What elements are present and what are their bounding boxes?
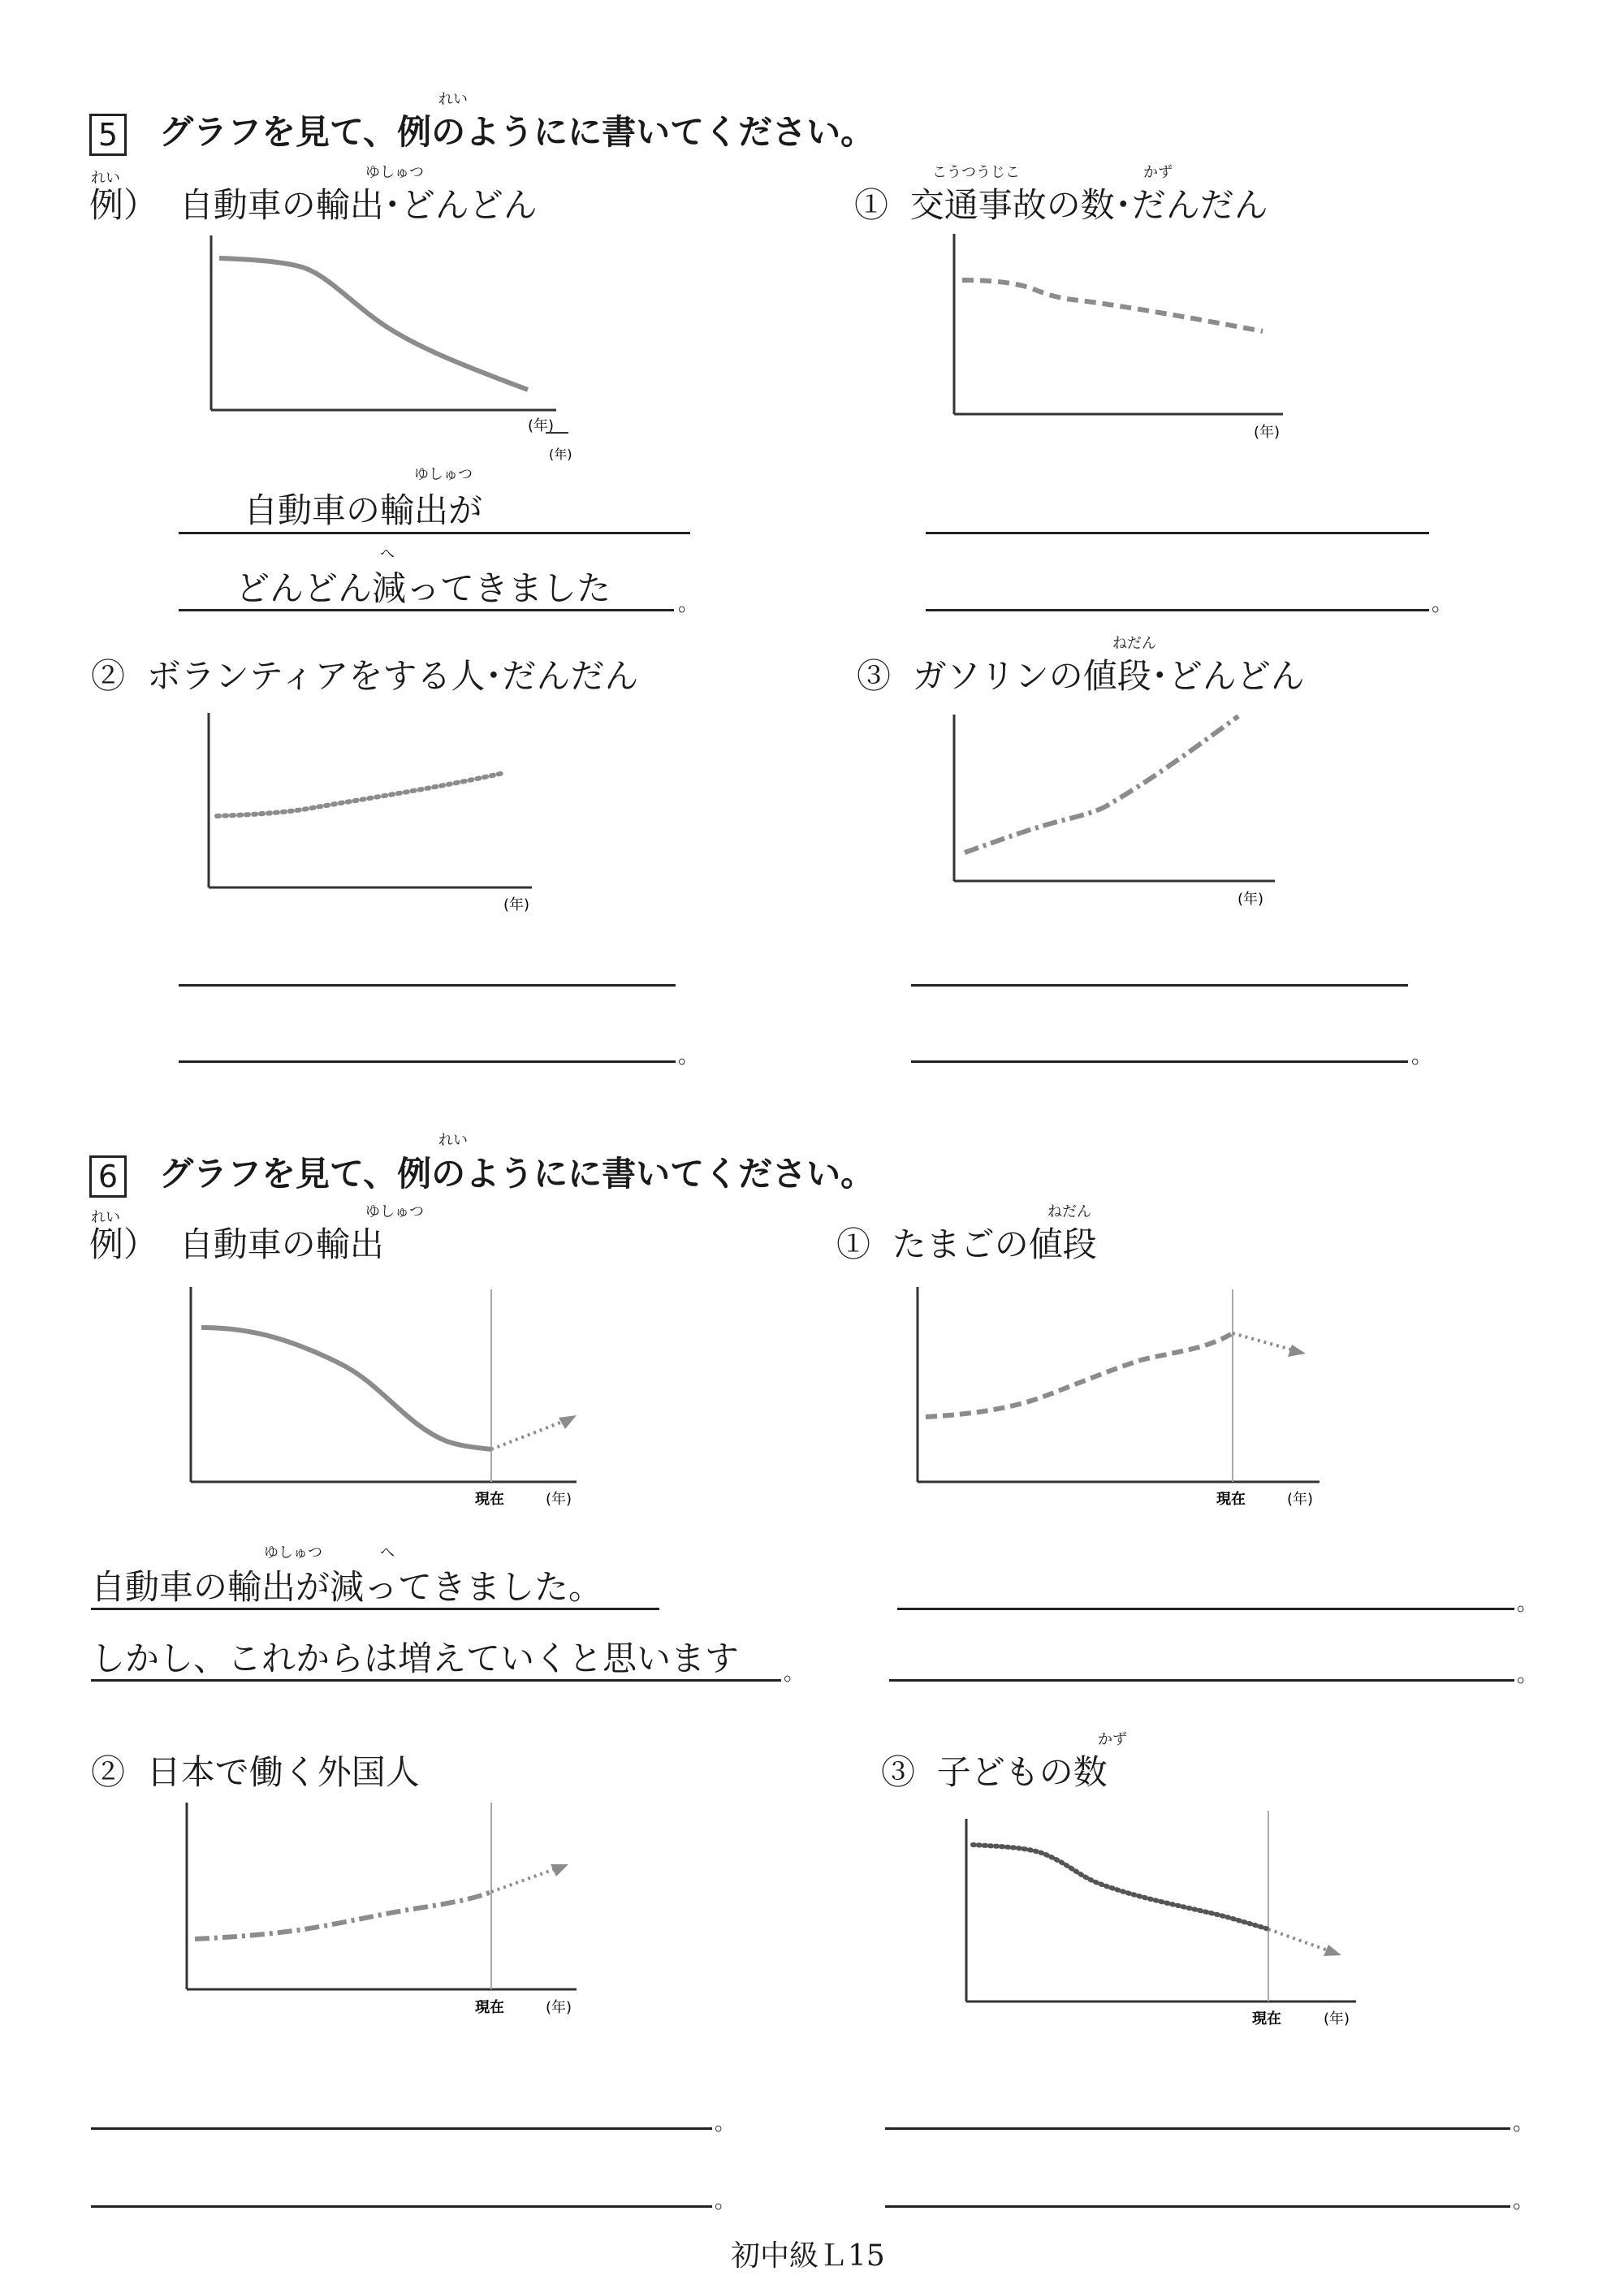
- year-label: (年): [503, 896, 530, 913]
- answer-line-input[interactable]: [911, 1060, 1408, 1063]
- period-mark: 。: [784, 1661, 806, 1686]
- forecast-line: [1233, 1333, 1291, 1349]
- section6-instruction: グラフを見て、例のようにに書いてください。: [159, 1154, 875, 1194]
- q5-1-label: [854, 179, 1268, 227]
- section6-number: 6: [89, 1155, 127, 1198]
- section6-heading: [89, 1147, 875, 1198]
- example5-answer2: どんどん減ってきました: [235, 568, 611, 608]
- ruby-rei: れい: [91, 170, 120, 187]
- ruby-yushutsu: ゆしゅつ: [365, 164, 424, 181]
- example-prefix: 例）: [89, 185, 158, 225]
- ruby-yushutsu: ゆしゅつ: [264, 1544, 322, 1561]
- series-line: [219, 258, 528, 390]
- q5-2-graph: [195, 706, 552, 918]
- now-label: 現在: [475, 1491, 504, 1508]
- year-label: (年): [546, 1491, 572, 1508]
- ruby-yushutsu: ゆしゅつ: [414, 466, 473, 483]
- q-number: ③: [881, 1752, 916, 1792]
- forecast-line: [491, 1869, 555, 1892]
- q5-3-graph: [942, 706, 1299, 918]
- q5-2-label-text: ボランティアをする人･だんだん: [146, 656, 639, 696]
- q6-2-label-text: 日本で働く外国人: [146, 1752, 420, 1792]
- example6-answer1: 自動車の輸出が減ってきました。: [91, 1567, 603, 1607]
- series-line: [195, 1892, 491, 1939]
- now-label: 現在: [1216, 1491, 1246, 1508]
- series-line: [201, 1328, 491, 1449]
- period-mark: 。: [1513, 2189, 1535, 2213]
- year-label: (年): [546, 1999, 572, 2016]
- example6-label-text: 自動車の輸出: [179, 1224, 384, 1264]
- example5-graph: [195, 227, 585, 471]
- q-number: ①: [854, 185, 889, 225]
- q-number: ③: [857, 656, 892, 696]
- ruby-rei: れい: [438, 1132, 468, 1149]
- q6-2-label: [91, 1746, 420, 1794]
- q5-2-label: [91, 650, 638, 698]
- series-line: [926, 1333, 1233, 1417]
- q6-1-label-text: たまごの値段: [892, 1224, 1097, 1264]
- q-number: ①: [836, 1224, 871, 1264]
- ruby-koutsuujiko: こうつうじこ: [932, 164, 1020, 181]
- ruby-nedan: ねだん: [1112, 635, 1156, 652]
- answer-line: [179, 609, 674, 611]
- series-line: [217, 773, 503, 816]
- forecast-line: [491, 1421, 564, 1449]
- answer-line: [91, 1679, 781, 1682]
- example6-label: [89, 1218, 384, 1267]
- series-line: [965, 716, 1238, 853]
- q6-3-graph: [958, 1794, 1380, 2038]
- year-label: (年): [1324, 2010, 1350, 2027]
- q5-1-graph: [942, 227, 1299, 447]
- q5-3-label: [857, 650, 1305, 698]
- forecast-arrowhead: [1288, 1345, 1306, 1357]
- q6-2-graph: [175, 1794, 597, 2038]
- example5-label-text: 自動車の輸出･どんどん: [179, 185, 538, 225]
- ruby-he: へ: [380, 1544, 395, 1561]
- q6-1-label: [836, 1218, 1097, 1267]
- period-mark: 。: [678, 592, 700, 616]
- period-mark: 。: [715, 2189, 736, 2213]
- period-mark: 。: [678, 1044, 700, 1069]
- answer-line: [91, 1608, 659, 1610]
- answer-line: [179, 532, 690, 534]
- year-label: (年): [1254, 424, 1281, 441]
- series-line: [973, 1845, 1268, 1929]
- example5-answer1: 自動車の輸出が: [244, 490, 483, 530]
- answer-line-input[interactable]: [911, 984, 1408, 987]
- year-label: (年): [528, 417, 555, 434]
- ruby-nedan: ねだん: [1047, 1203, 1091, 1220]
- answer-line-input[interactable]: [179, 1060, 676, 1063]
- forecast-arrowhead: [559, 1415, 577, 1429]
- example-prefix: 例）: [89, 1224, 158, 1264]
- ruby-kazu: かず: [1143, 164, 1173, 181]
- answer-line-input[interactable]: [926, 532, 1429, 534]
- q6-1-graph: [905, 1275, 1336, 1518]
- year-label: (年): [1287, 1491, 1314, 1508]
- page-footer: 初中級Ｌ15: [731, 2239, 885, 2273]
- year-label: (年): [1237, 891, 1264, 908]
- q6-3-label: [881, 1746, 1108, 1794]
- example5-label: [89, 179, 538, 227]
- forecast-arrowhead: [1324, 1945, 1341, 1956]
- q5-1-label-text: 交通事故の数･だんだん: [909, 185, 1268, 225]
- period-mark: 。: [1411, 1044, 1433, 1069]
- section5-number: 5: [89, 114, 127, 156]
- example6-answer2: しかし、これからは増えていくと思います: [91, 1639, 740, 1678]
- answer-line-input[interactable]: [885, 2205, 1510, 2208]
- answer-line-input[interactable]: [179, 984, 676, 987]
- answer-line-input[interactable]: [897, 1608, 1514, 1610]
- period-mark: 。: [1513, 2111, 1535, 2135]
- ruby-yushutsu: ゆしゅつ: [365, 1203, 424, 1220]
- year-label: (年): [549, 447, 572, 462]
- ruby-he: へ: [380, 546, 395, 563]
- answer-line-input[interactable]: [885, 2127, 1510, 2130]
- answer-line-input[interactable]: [889, 1679, 1514, 1682]
- answer-line-input[interactable]: [91, 2205, 712, 2208]
- period-mark: 。: [1432, 592, 1453, 616]
- section5-instruction: グラフを見て、例のようにに書いてください。: [159, 112, 875, 152]
- series-line: [962, 280, 1263, 331]
- period-mark: 。: [715, 2111, 736, 2135]
- forecast-line: [1268, 1929, 1328, 1950]
- q6-3-label-text: 子どもの数: [936, 1752, 1108, 1792]
- now-label: 現在: [1252, 2010, 1281, 2027]
- q5-3-label-text: ガソリンの値段･どんどん: [912, 656, 1305, 696]
- q-number: ②: [91, 1752, 126, 1792]
- now-label: 現在: [475, 1999, 504, 2016]
- q-number: ②: [91, 656, 126, 696]
- period-mark: 。: [1517, 1591, 1539, 1616]
- ruby-rei: れい: [438, 91, 468, 108]
- section5-heading: [89, 106, 875, 156]
- answer-line-input[interactable]: [91, 2127, 712, 2130]
- example6-graph: [179, 1275, 601, 1518]
- answer-line-input[interactable]: [926, 609, 1429, 611]
- ruby-rei: れい: [91, 1209, 120, 1226]
- ruby-kazu: かず: [1098, 1731, 1127, 1748]
- period-mark: 。: [1517, 1663, 1539, 1687]
